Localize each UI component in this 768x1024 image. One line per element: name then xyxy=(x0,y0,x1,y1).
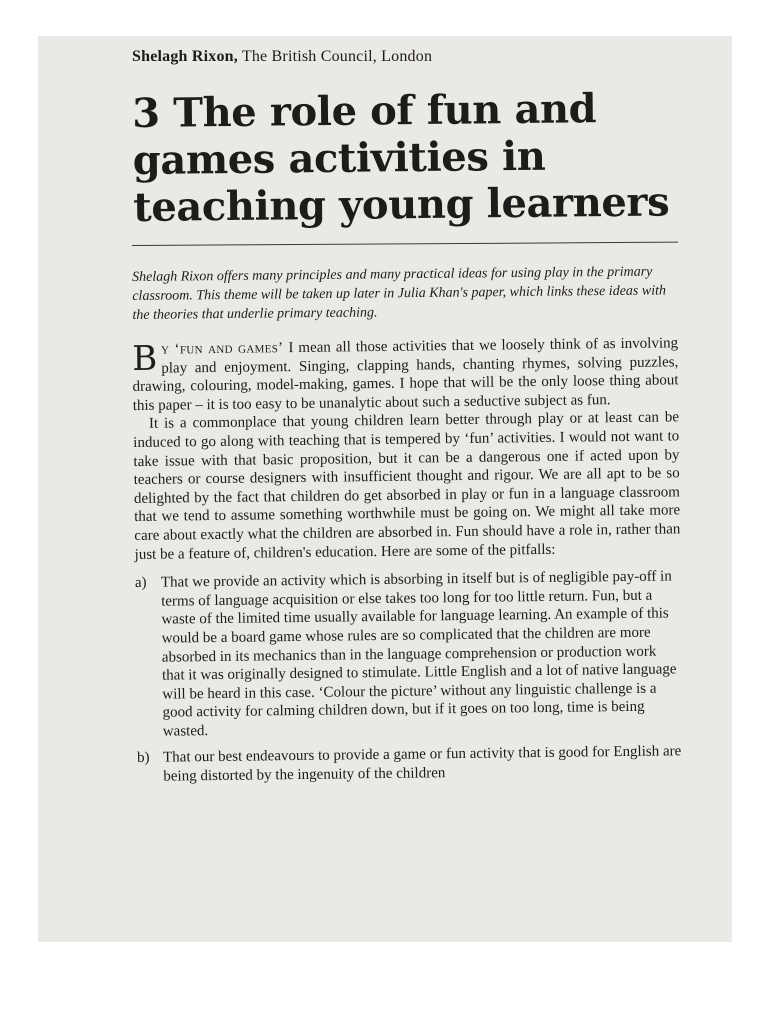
title-rule xyxy=(132,242,678,246)
list-item-text: That our best endeavours to provide a game or fun activity that is good for English are being distorted by the ingenuity of the children xyxy=(163,743,682,785)
author-name: Shelagh Rixon, xyxy=(132,48,238,65)
paragraph-1-text: I mean all those activities that we loosely think of as involving play and enjoyment. Singing, clapping hands, chanting rhymes, solving puzzles, drawing, colouring, model-making, games. I hope that will be the only loose thing about this paper – it is too easy to be unanalytic about such a seductive subject as fun. xyxy=(132,335,679,414)
pitfall-item-a xyxy=(135,567,683,741)
list-marker: a) xyxy=(134,574,147,592)
article-body xyxy=(132,334,683,786)
list-marker: b) xyxy=(137,750,150,767)
byline xyxy=(132,48,678,66)
paragraph-1 xyxy=(132,334,679,415)
paragraph-2: It is a commonplace that young children learn better through play or at least can be induced to go along with teaching that is tempered by ‘fun’ activities. I would not want to take issue with that basic proposition, but it can be a dangerous one if acted upon by teachers or course designers with insufficient thought and rigour. We are all apt to be so delighted by the fact that children do get absorbed in play or fun in a language classroom that we tend to assume something worthwhile must be going on. We might all take more care about exactly what the children are absorbed in. Fun should have a role in, rather than just be a feature of, children's education. Here are some of the pitfalls: xyxy=(133,409,681,563)
chapter-title: 3 The role of fun and games activities in teaching young learners xyxy=(132,85,670,231)
drop-cap: B xyxy=(131,338,158,379)
author-affiliation: The British Council, London xyxy=(241,48,433,65)
list-item-text: That we provide an activity which is absorbing in itself but is of negligible pay-off in terms of language acquisition or else takes too long for too little return. Fun, but a waste of the limited time usually available for language learning. An example of this would be a board game whose rules are so complicated that the children are more absorbed in its mechanics than in the language comprehension or production work that it was originally designed to stimulate. Little English and a lot of native language will be heard in this case. ‘Colour the picture’ without any linguistic challenge is a good activity for calming children down, but if it goes on too long, time is being wasted. xyxy=(160,568,677,740)
book-page xyxy=(38,36,732,942)
text-column xyxy=(131,48,682,787)
lead-in: y ‘fun and games’ xyxy=(161,340,284,358)
pitfall-item-b xyxy=(137,743,683,787)
editor-intro: Shelagh Rixon offers many principles and many practical ideas for using play in the primary classroom. This theme will be taken up later in Julia Khan's paper, which links these ideas with the theories that underlie primary teaching. xyxy=(132,264,667,323)
